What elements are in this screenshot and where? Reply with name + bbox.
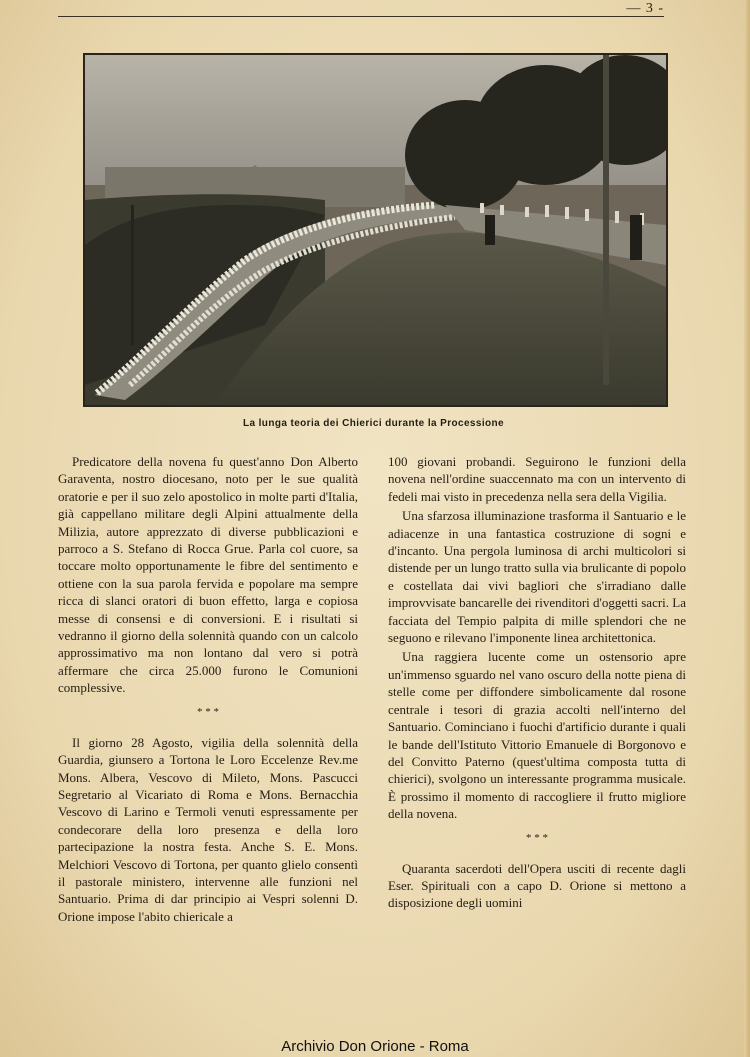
paragraph: Predicatore della novena fu quest'anno Don Alberto Garaventa, nostro diocesano, noto per le sue qualità oratorie e per il suo zelo apostolico in molte parti d'Italia, già cappellano militare degli Alpini attualmente della Milizia, autore apprezzato di diverse pubblicazioni e parroco a S. Stefano di Rocca Grue. Parla col cuore, sa toccare molto opportunamente le fibre del sentimento e ottiene con la sua parola fervida e popolare ma sempre ricca di slanci oratori di buon effetto, larga e copiosa messe di consensi e di conversioni. E i risultati si vedranno il giorno della solennità quando con un calcolo approssimativo ma non lontano dal vero si potrà affermare che circa 25.000 furono le Comunioni complessive. [58, 454, 358, 696]
archive-watermark: Archivio Don Orione - Roma [281, 1038, 469, 1055]
procession-photo-illustration [85, 55, 666, 405]
lamp-pole [603, 55, 609, 385]
asterism-text: * * * [526, 831, 548, 844]
header-rule [58, 16, 664, 17]
scan-edge [744, 0, 750, 1057]
lamp-pole-left [131, 205, 134, 345]
procession-photo [83, 53, 668, 407]
paragraph: Il giorno 28 Agosto, vigilia della solennità della Guardia, giunsero a Tortona le Loro Eccelenze Rev.me Mons. Albera, Vescovo di Mileto, Mons. Pascucci Segretario al Vicariato di Roma e Mons. Bernacchia Vescovo di Larino e Termoli venuti espressamente per condecorare della loro presenza e della loro partecipazione la nostra festa. Anche S. E. Mons. Melchiori Vescovo di Tortona, per quanto glielo consentì il pastorale ministero, intervenne alle funzioni nel Santuario. Prima di dar principio ai Vespri solenni D. Orione impose l'abito chiericale a [58, 734, 358, 924]
paragraph: 100 giovani probandi. Seguirono le funzioni della novena nell'ordine suaccennato ma con un intervento di fedeli mai visto in precedenza nella sera della Vigilia. [388, 454, 686, 504]
paragraph: Una raggiera lucente come un ostensorio apre un'immenso sguardo nel vano oscuro della notte piena di stelle come per diffondere simbolicamente dal rosone centrale i tesori di grazia accolti nell'interno del Santuario. Cominciano i fuochi d'artificio durante i quali le bande dell'Istituto Vittorio Emanuele di Borgonovo e del Convitto Paterno (quest'ultima composta tutta di chierici), svolgono un interessante programma musicale. È prossimo il momento di raccogliere il frutto migliore della novena. [388, 649, 686, 822]
asterism [388, 831, 686, 853]
paragraph: Quaranta sacerdoti dell'Opera usciti di recente dagli Eser. Spirituali con a capo D. Orione si mettono a disposizione degli uomini [388, 860, 686, 911]
photo-caption: La lunga teoria dei Chierici durante la Processione [242, 418, 505, 429]
page-number: — 3 - [626, 1, 664, 16]
right-column [388, 453, 686, 912]
asterism [58, 705, 358, 727]
paragraph: Una sfarzosa illuminazione trasforma il Santuario e le adiacenze in una fantastica costruzione di sogni e d'incanto. Una pergola luminosa di archi multicolori si distende per un lungo tratto sulla via brulicante di popolo e costellata dai vivi bagliori che s'irradiano dalle improvvisate bancarelle dei rivenditori d'oggetti sacri. La facciata del Tempio palpita di mille splendori che ne seguono e rilevano l'imponente linea architettonica. [388, 508, 686, 646]
left-column [58, 453, 358, 925]
asterism-text: * * * [197, 705, 219, 718]
